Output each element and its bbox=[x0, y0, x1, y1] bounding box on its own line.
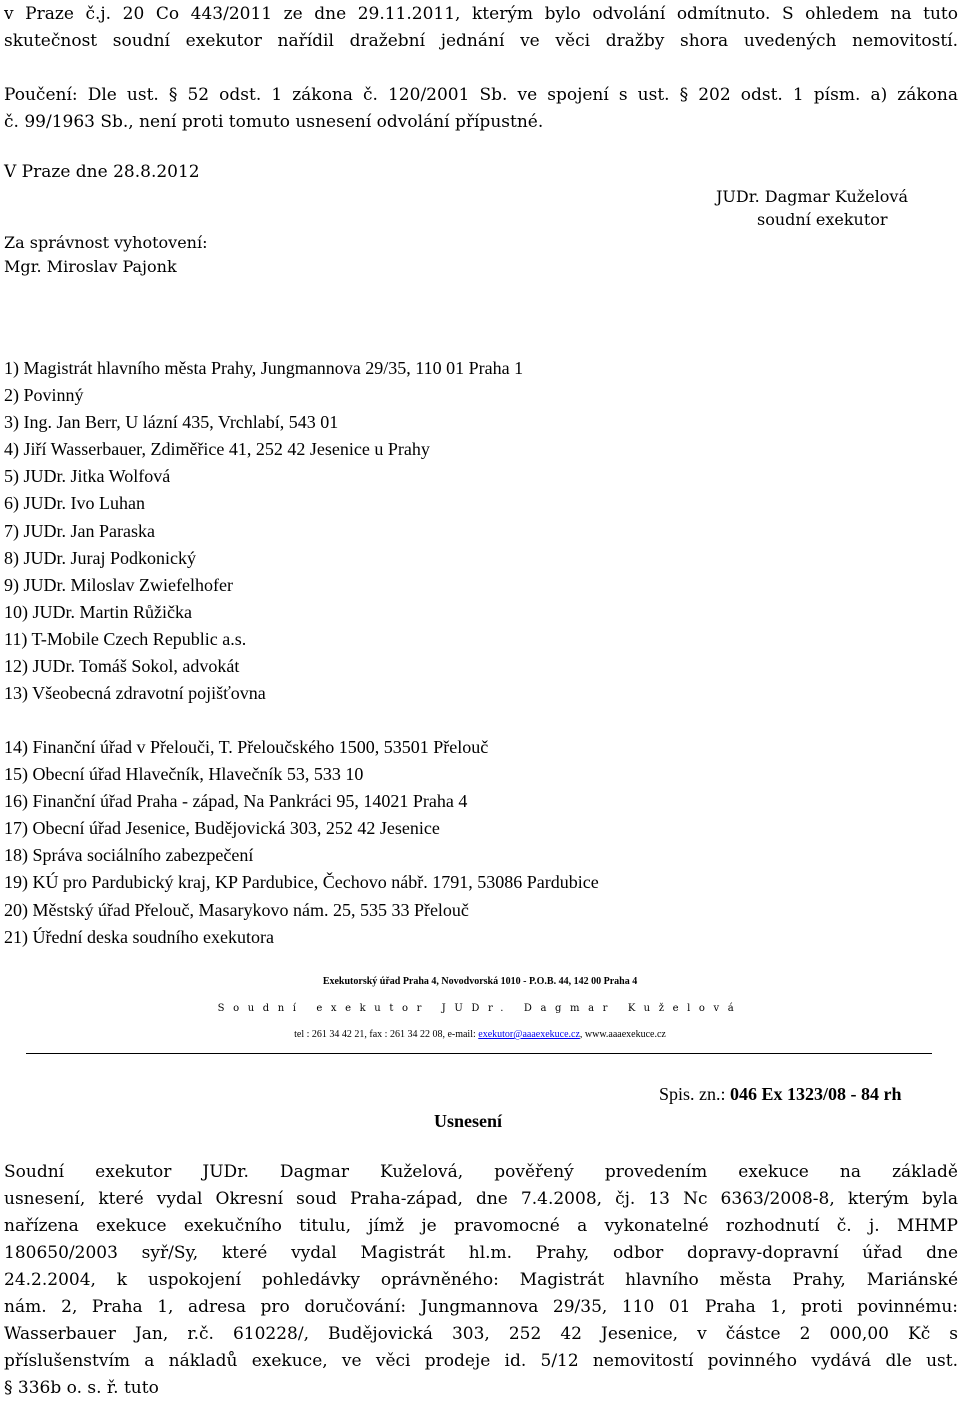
recipient-item: 14) Finanční úřad v Přelouči, T. Přeloučského 1500, 53501 Přelouč bbox=[4, 737, 489, 757]
case-number bbox=[659, 1085, 902, 1103]
body-line-4: 180650/2003 syř/Sy, které vydal Magistrát hl.m. Prahy, odbor dopravy-dopravní úřad dne bbox=[4, 1243, 958, 1263]
body-line-9: § 336b o. s. ř. tuto bbox=[4, 1378, 159, 1398]
recipient-item: 6) JUDr. Ivo Luhan bbox=[4, 493, 145, 514]
contact-line bbox=[0, 1030, 960, 1040]
date-line: V Praze dne 28.8.2012 bbox=[4, 162, 200, 182]
recipient-item: 11) T-Mobile Czech Republic a.s. bbox=[4, 628, 247, 649]
email-link[interactable]: exekutor@aaaexekuce.cz bbox=[478, 1029, 580, 1040]
recipients-list bbox=[4, 355, 523, 707]
body-line-2: usnesení, které vydal Okresní soud Praha-západ, dne 7.4.2008, čj. 13 Nc 6363/2008-8, kterým byla bbox=[4, 1189, 958, 1209]
recipient-item: 16) Finanční úřad Praha - západ, Na Pankráci 95, 14021 Praha 4 bbox=[4, 791, 468, 812]
document-title: Usnesení bbox=[434, 1111, 503, 1131]
signature-name: JUDr. Dagmar Kuželová bbox=[716, 187, 908, 206]
pouceni-line-1: Poučení: Dle ust. § 52 odst. 1 zákona č. 120/2001 Sb. ve spojení s ust. § 202 odst. 1 písm. a) zákona bbox=[4, 85, 958, 105]
recipient-item: 19) KÚ pro Pardubický kraj, KP Pardubice, Čechovo nábř. 1791, 53086 Pardubice bbox=[4, 872, 599, 893]
recipient-item: 13) Všeobecná zdravotní pojišťovna bbox=[4, 683, 266, 704]
recipient-item: 10) JUDr. Martin Růžička bbox=[4, 601, 192, 622]
recipient-item: 17) Obecní úřad Jesenice, Budějovická 303, 252 42 Jesenice bbox=[4, 818, 440, 839]
letterhead-divider bbox=[26, 1053, 932, 1054]
pouceni-line-2: č. 99/1963 Sb., není proti tomuto usnesení odvolání přípustné. bbox=[4, 112, 544, 132]
recipient-item: 8) JUDr. Juraj Podkonický bbox=[4, 547, 196, 568]
recipients-list-2 bbox=[4, 734, 599, 951]
recipient-item: 5) JUDr. Jitka Wolfová bbox=[4, 466, 171, 487]
recipient-item: 1) Magistrát hlavního města Prahy, Jungmannova 29/35, 110 01 Praha 1 bbox=[4, 358, 524, 378]
body-line-3: nařízena exekuce exekučního titulu, jímž je pravomocné a vykonatelné rozhodnutí č. j. MHMP bbox=[4, 1216, 958, 1236]
executor-heading: Soudní exekutor JUDr. Dagmar Kuželová bbox=[217, 1003, 743, 1014]
recipient-item: 15) Obecní úřad Hlavečník, Hlavečník 53, 533 10 bbox=[4, 764, 364, 785]
body-line-1: Soudní exekutor JUDr. Dagmar Kuželová, pověřený provedením exekuce na základě bbox=[4, 1162, 958, 1182]
recipient-item: 2) Povinný bbox=[4, 385, 84, 406]
intro-line-1: v Praze č.j. 20 Co 443/2011 ze dne 29.11.2011, kterým bylo odvolání odmítnuto. S ohledem na tuto bbox=[4, 4, 958, 24]
office-heading: Exekutorský úřad Praha 4, Novodvorská 1010 - P.O.B. 44, 142 00 Praha 4 bbox=[322, 976, 638, 987]
case-number-value: 046 Ex 1323/08 - 84 rh bbox=[730, 1084, 902, 1104]
recipient-item: 20) Městský úřad Přelouč, Masarykovo nám. 25, 535 33 Přelouč bbox=[4, 899, 469, 920]
recipient-item: 12) JUDr. Tomáš Sokol, advokát bbox=[4, 656, 240, 677]
recipient-item: 3) Ing. Jan Berr, U lázní 435, Vrchlabí, 543 01 bbox=[4, 412, 339, 433]
correctness-label: Za správnost vyhotovení: bbox=[4, 233, 208, 252]
case-number-label: Spis. zn.: bbox=[659, 1084, 731, 1104]
correctness-name: Mgr. Miroslav Pajonk bbox=[4, 257, 177, 276]
contact-suffix: , www.aaaexekuce.cz bbox=[579, 1029, 666, 1040]
recipient-item: 18) Správa sociálního zabezpečení bbox=[4, 845, 254, 866]
recipient-item: 4) Jiří Wasserbauer, Zdiměřice 41, 252 42 Jesenice u Prahy bbox=[4, 439, 430, 460]
recipient-item: 9) JUDr. Miloslav Zwiefelhofer bbox=[4, 574, 233, 595]
body-line-5: 24.2.2004, k uspokojení pohledávky oprávněného: Magistrát hlavního města Prahy, Mariánské bbox=[4, 1270, 958, 1290]
body-line-6: nám. 2, Praha 1, adresa pro doručování: Jungmannova 29/35, 110 01 Praha 1, proti povinnému: bbox=[4, 1297, 958, 1317]
body-line-7: Wasserbauer Jan, r.č. 610228/, Budějovická 303, 252 42 Jesenice, v částce 2 000,00 Kč s bbox=[4, 1324, 958, 1344]
recipient-item: 7) JUDr. Jan Paraska bbox=[4, 520, 155, 541]
recipient-item: 21) Úřední deska soudního exekutora bbox=[4, 926, 274, 947]
intro-line-2: skutečnost soudní exekutor nařídil dražební jednání ve věci dražby shora uvedených nemovitostí. bbox=[4, 31, 958, 51]
contact-prefix: tel : 261 34 42 21, fax : 261 34 22 08, e-mail: bbox=[294, 1029, 479, 1040]
signature-role: soudní exekutor bbox=[757, 210, 888, 229]
body-line-8: příslušenstvím a nákladů exekuce, ve věci prodeje id. 5/12 nemovitostí povinného vydává dle ust. bbox=[4, 1351, 958, 1371]
